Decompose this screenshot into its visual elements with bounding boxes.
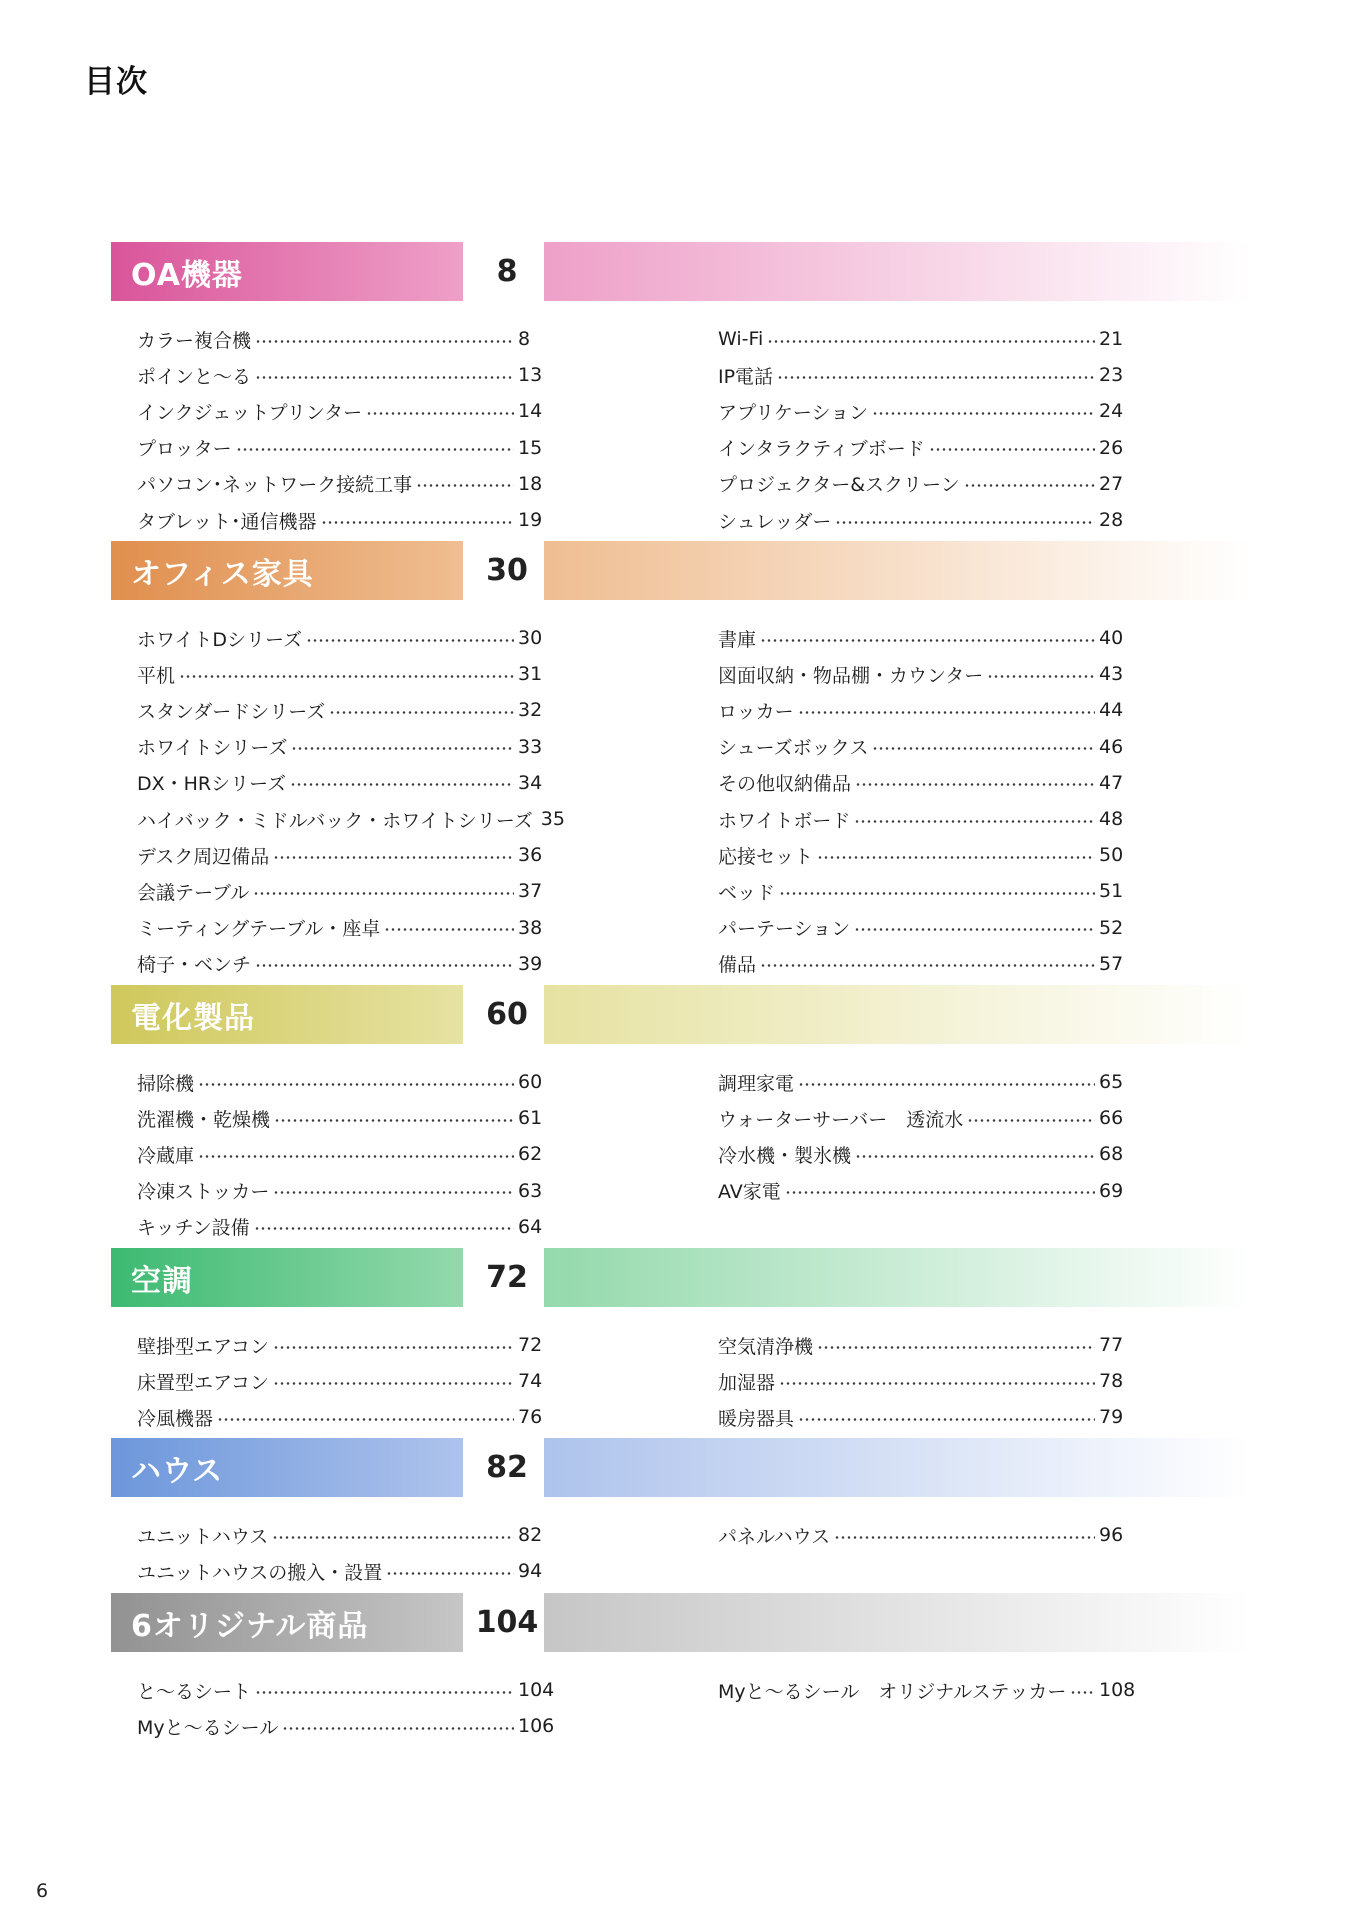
toc-entry[interactable] bbox=[718, 1100, 1133, 1136]
toc-entry-label: 冷凍ストッカー bbox=[137, 1181, 270, 1204]
section-gradient-bar bbox=[544, 541, 1251, 600]
toc-entry-page: 61 bbox=[518, 1107, 543, 1130]
toc-entry[interactable] bbox=[137, 873, 552, 909]
toc-entry-page: 106 bbox=[518, 1715, 555, 1738]
toc-entry-label: ハイバック・ミドルバック・ホワイトシリーズ bbox=[137, 809, 533, 832]
toc-entry[interactable] bbox=[718, 729, 1133, 765]
dot-leader bbox=[198, 1083, 514, 1086]
toc-entry-label: 書庫 bbox=[718, 628, 757, 651]
toc-entry-page: 96 bbox=[1099, 1524, 1124, 1547]
toc-entry[interactable] bbox=[137, 1517, 552, 1553]
toc-entry-page: 21 bbox=[1099, 328, 1124, 351]
toc-entry-label: 調理家電 bbox=[718, 1072, 795, 1095]
toc-entry[interactable] bbox=[718, 801, 1133, 837]
toc-entry-page: 63 bbox=[518, 1179, 543, 1202]
toc-entry-page: 72 bbox=[518, 1334, 543, 1357]
dot-leader bbox=[872, 412, 1095, 415]
toc-entry-page: 31 bbox=[518, 663, 543, 686]
toc-entry[interactable] bbox=[137, 1327, 552, 1363]
toc-entry[interactable] bbox=[137, 1173, 552, 1209]
toc-entry-page: 34 bbox=[518, 771, 543, 794]
toc-column-left bbox=[137, 1672, 555, 1744]
page-number: 6 bbox=[36, 1880, 49, 1902]
toc-entry[interactable] bbox=[137, 1136, 552, 1172]
section-gradient-bar bbox=[544, 1593, 1251, 1652]
section-header bbox=[111, 985, 1251, 1044]
dot-leader bbox=[835, 521, 1095, 524]
toc-entry-page: 33 bbox=[518, 735, 543, 758]
toc-entry-page: 66 bbox=[1099, 1107, 1124, 1130]
dot-leader bbox=[366, 412, 514, 415]
section-title[interactable]: 6オリジナル商品 bbox=[111, 1593, 463, 1652]
toc-entry-page: 78 bbox=[1099, 1370, 1124, 1393]
toc-column-right bbox=[718, 321, 1133, 538]
toc-entry[interactable] bbox=[137, 656, 552, 692]
toc-entry[interactable] bbox=[718, 1672, 1136, 1708]
toc-entry-page: 40 bbox=[1099, 627, 1124, 650]
toc-entry[interactable] bbox=[137, 430, 552, 466]
toc-entry-page: 50 bbox=[1099, 844, 1124, 867]
toc-entry[interactable] bbox=[718, 765, 1133, 801]
toc-entry-label: ホワイトDシリーズ bbox=[137, 628, 303, 651]
toc-entry-label: と〜るシート bbox=[137, 1680, 252, 1703]
toc-entry[interactable] bbox=[718, 692, 1133, 728]
section-page-number: 104 bbox=[475, 1605, 539, 1640]
toc-entry-label: ロッカー bbox=[718, 700, 794, 723]
toc-entry-label: インタラクティブボード bbox=[718, 438, 925, 461]
section-title[interactable]: OA機器 bbox=[111, 242, 463, 301]
toc-entry[interactable] bbox=[137, 502, 552, 538]
dot-leader bbox=[236, 448, 514, 451]
toc-entry[interactable] bbox=[137, 765, 552, 801]
toc-entry[interactable] bbox=[137, 1209, 552, 1245]
toc-entry[interactable] bbox=[137, 1064, 552, 1100]
toc-entry[interactable] bbox=[137, 729, 552, 765]
toc-entry-label: ポインと〜る bbox=[137, 365, 252, 388]
toc-entry-page: 60 bbox=[518, 1071, 543, 1094]
toc-entry-label: Myと〜るシール bbox=[137, 1716, 279, 1739]
toc-entry-page: 68 bbox=[1099, 1143, 1124, 1166]
dot-leader bbox=[282, 1727, 514, 1730]
toc-column-right bbox=[718, 1327, 1133, 1436]
toc-entry-page: 74 bbox=[518, 1370, 543, 1393]
toc-entry[interactable] bbox=[718, 837, 1133, 873]
dot-leader bbox=[273, 1382, 514, 1385]
toc-entry-page: 24 bbox=[1099, 400, 1124, 423]
dot-leader bbox=[760, 639, 1095, 642]
toc-entry-label: プロジェクター&スクリーン bbox=[718, 474, 960, 497]
toc-entry-page: 13 bbox=[518, 364, 543, 387]
toc-entry-label: ユニットハウス bbox=[137, 1525, 269, 1548]
toc-entry-label: IP電話 bbox=[718, 365, 774, 388]
toc-entry-page: 76 bbox=[518, 1406, 543, 1429]
dot-leader bbox=[760, 964, 1095, 967]
toc-entry-label: 会議テーブル bbox=[137, 881, 250, 904]
toc-entry-page: 65 bbox=[1099, 1071, 1124, 1094]
toc-column-left bbox=[137, 1064, 552, 1245]
dot-leader bbox=[179, 675, 514, 678]
toc-section bbox=[111, 1593, 1251, 1739]
section-title[interactable]: ハウス bbox=[111, 1438, 463, 1497]
toc-entry[interactable] bbox=[718, 1399, 1133, 1435]
toc-entry[interactable] bbox=[718, 1136, 1133, 1172]
dot-leader bbox=[817, 856, 1095, 859]
toc-entry-page: 27 bbox=[1099, 472, 1124, 495]
toc-entry-label: 掃除機 bbox=[137, 1072, 195, 1095]
dot-leader bbox=[777, 376, 1095, 379]
toc-entry-label: Wi-Fi bbox=[718, 328, 764, 351]
toc-entry-label: ウォーターサーバー 透流水 bbox=[718, 1108, 964, 1131]
toc-column-left bbox=[137, 1327, 552, 1436]
toc-entry-label: 冷風機器 bbox=[137, 1407, 214, 1430]
dot-leader bbox=[273, 1346, 514, 1349]
toc-entry-label: ユニットハウスの搬入・設置 bbox=[137, 1561, 383, 1584]
toc-entry-page: 62 bbox=[518, 1143, 543, 1166]
toc-column-left bbox=[137, 321, 552, 538]
toc-entry-label: 図面収納・物品棚・カウンター bbox=[718, 664, 984, 687]
toc-entry[interactable] bbox=[718, 430, 1133, 466]
toc-entry-label: 壁掛型エアコン bbox=[137, 1335, 270, 1358]
toc-entry-label: パソコン･ネットワーク接続工事 bbox=[137, 474, 413, 497]
section-gradient-bar bbox=[544, 1248, 1251, 1307]
dot-leader bbox=[329, 711, 514, 714]
section-title[interactable]: 空調 bbox=[111, 1248, 463, 1307]
toc-section bbox=[111, 541, 1251, 977]
toc-entry-page: 79 bbox=[1099, 1406, 1124, 1429]
toc-column-right bbox=[718, 620, 1133, 982]
toc-section bbox=[111, 242, 1251, 533]
toc-entry-label: 備品 bbox=[718, 954, 757, 977]
toc-entry[interactable] bbox=[718, 1327, 1133, 1363]
toc-entry-page: 43 bbox=[1099, 663, 1124, 686]
dot-leader bbox=[291, 747, 514, 750]
toc-entry-page: 82 bbox=[518, 1524, 543, 1547]
toc-entry[interactable] bbox=[718, 873, 1133, 909]
toc-entry-page: 15 bbox=[518, 436, 543, 459]
toc-entry-label: アプリケーション bbox=[718, 401, 869, 424]
dot-leader bbox=[306, 639, 514, 642]
section-header bbox=[111, 1593, 1251, 1652]
dot-leader bbox=[855, 783, 1095, 786]
toc-entry-page: 57 bbox=[1099, 952, 1124, 975]
toc-entry[interactable] bbox=[137, 1363, 552, 1399]
toc-entry[interactable] bbox=[137, 1672, 555, 1708]
toc-section bbox=[111, 985, 1251, 1240]
dot-leader bbox=[272, 1536, 514, 1539]
toc-entry[interactable] bbox=[137, 393, 552, 429]
toc-column-left bbox=[137, 620, 565, 982]
toc-entry[interactable] bbox=[718, 357, 1133, 393]
toc-section bbox=[111, 1438, 1251, 1584]
toc-entry-label: 椅子・ベンチ bbox=[137, 954, 252, 977]
toc-entry-label: 空気清浄機 bbox=[718, 1335, 814, 1358]
toc-entry-label: タブレット･通信機器 bbox=[137, 510, 317, 533]
toc-entry-page: 28 bbox=[1099, 509, 1124, 532]
toc-entry-page: 8 bbox=[518, 328, 531, 351]
toc-entry-page: 51 bbox=[1099, 880, 1124, 903]
toc-entry-label: プロッター bbox=[137, 438, 232, 461]
dot-leader bbox=[254, 1227, 514, 1230]
toc-entry[interactable] bbox=[718, 656, 1133, 692]
toc-entry-page: 64 bbox=[518, 1215, 543, 1238]
toc-entry-page: 77 bbox=[1099, 1334, 1124, 1357]
dot-leader bbox=[384, 928, 514, 931]
dot-leader bbox=[854, 928, 1095, 931]
dot-leader bbox=[767, 340, 1095, 343]
toc-column-right bbox=[718, 1064, 1133, 1209]
dot-leader bbox=[273, 1191, 514, 1194]
toc-column-left bbox=[137, 1517, 552, 1589]
toc-entry-label: Myと〜るシール オリジナルステッカー bbox=[718, 1680, 1067, 1703]
toc-entry-page: 108 bbox=[1099, 1679, 1136, 1702]
dot-leader bbox=[255, 1691, 514, 1694]
section-header bbox=[111, 242, 1251, 301]
dot-leader bbox=[817, 1346, 1095, 1349]
dot-leader bbox=[964, 484, 1095, 487]
toc-entry-page: 37 bbox=[518, 880, 543, 903]
toc-entry[interactable] bbox=[718, 502, 1133, 538]
toc-entry[interactable] bbox=[137, 837, 552, 873]
dot-leader bbox=[1070, 1691, 1095, 1694]
section-title[interactable]: オフィス家具 bbox=[111, 541, 463, 600]
dot-leader bbox=[798, 711, 1095, 714]
toc-entry-label: ホワイトシリーズ bbox=[137, 737, 288, 760]
toc-entry-page: 18 bbox=[518, 472, 543, 495]
toc-entry[interactable] bbox=[137, 357, 552, 393]
toc-entry-page: 104 bbox=[518, 1679, 555, 1702]
toc-entry-label: キッチン設備 bbox=[137, 1217, 250, 1240]
toc-entry-page: 35 bbox=[540, 808, 565, 831]
toc-entry-page: 69 bbox=[1099, 1179, 1124, 1202]
toc-entry-label: 加湿器 bbox=[718, 1371, 776, 1394]
toc-entry-label: カラー複合機 bbox=[137, 329, 252, 352]
toc-entry-page: 52 bbox=[1099, 916, 1124, 939]
toc-entry-label: ミーティングテーブル・座卓 bbox=[137, 918, 381, 941]
toc-entry[interactable] bbox=[137, 1708, 555, 1744]
toc-entry[interactable] bbox=[137, 946, 552, 982]
section-header bbox=[111, 1438, 1251, 1497]
dot-leader bbox=[779, 1382, 1095, 1385]
toc-entry-label: インクジェットプリンター bbox=[137, 401, 363, 424]
toc-entry-page: 47 bbox=[1099, 771, 1124, 794]
toc-entry-page: 39 bbox=[518, 952, 543, 975]
dot-leader bbox=[967, 1119, 1095, 1122]
toc-entry[interactable] bbox=[137, 321, 552, 357]
toc-entry[interactable] bbox=[718, 393, 1133, 429]
toc-entry-label: ホワイトボード bbox=[718, 809, 851, 832]
dot-leader bbox=[854, 820, 1095, 823]
toc-entry-label: シューズボックス bbox=[718, 737, 869, 760]
toc-entry[interactable] bbox=[718, 620, 1133, 656]
dot-leader bbox=[872, 747, 1095, 750]
dot-leader bbox=[290, 783, 514, 786]
toc-entry-page: 30 bbox=[518, 627, 543, 650]
toc-entry-page: 19 bbox=[518, 509, 543, 532]
section-header bbox=[111, 541, 1251, 600]
section-title[interactable]: 電化製品 bbox=[111, 985, 463, 1044]
toc-entry[interactable] bbox=[137, 801, 565, 837]
section-page-number: 30 bbox=[486, 553, 528, 588]
toc-entry-label: シュレッダー bbox=[718, 510, 832, 533]
dot-leader bbox=[855, 1155, 1095, 1158]
dot-leader bbox=[255, 376, 514, 379]
section-gradient-bar bbox=[544, 242, 1251, 301]
toc-entry-page: 36 bbox=[518, 844, 543, 867]
toc-entry-label: 床置型エアコン bbox=[137, 1371, 270, 1394]
section-gradient-bar bbox=[544, 1438, 1251, 1497]
toc-entry-page: 26 bbox=[1099, 436, 1124, 459]
dot-leader bbox=[255, 340, 514, 343]
dot-leader bbox=[253, 892, 514, 895]
toc-entry-page: 94 bbox=[518, 1560, 543, 1583]
dot-leader bbox=[198, 1155, 514, 1158]
toc-entry-label: ベッド bbox=[718, 881, 776, 904]
toc-entry[interactable] bbox=[718, 1173, 1133, 1209]
toc-entry[interactable] bbox=[718, 1064, 1133, 1100]
dot-leader bbox=[798, 1418, 1095, 1421]
toc-entry[interactable] bbox=[718, 1517, 1133, 1553]
page-title: 目次 bbox=[84, 64, 148, 100]
dot-leader bbox=[987, 675, 1095, 678]
toc-entry-label: DX・HRシリーズ bbox=[137, 773, 287, 796]
toc-entry-page: 14 bbox=[518, 400, 543, 423]
dot-leader bbox=[386, 1572, 514, 1575]
toc-entry-label: 平机 bbox=[137, 664, 176, 687]
toc-entry[interactable] bbox=[137, 692, 552, 728]
toc-entry-page: 44 bbox=[1099, 699, 1124, 722]
toc-entry[interactable] bbox=[718, 321, 1133, 357]
toc-entry[interactable] bbox=[137, 1100, 552, 1136]
toc-entry[interactable] bbox=[718, 1363, 1133, 1399]
toc-entry-label: 洗濯機・乾燥機 bbox=[137, 1108, 271, 1131]
toc-entry-page: 38 bbox=[518, 916, 543, 939]
toc-entry[interactable] bbox=[137, 466, 552, 502]
toc-entry[interactable] bbox=[137, 1399, 552, 1435]
section-gradient-bar bbox=[544, 985, 1251, 1044]
toc-entry-label: パーテーション bbox=[718, 918, 851, 941]
toc-entry-label: パネルハウス bbox=[718, 1525, 831, 1548]
toc-entry-page: 46 bbox=[1099, 735, 1124, 758]
dot-leader bbox=[785, 1191, 1095, 1194]
toc-entry[interactable] bbox=[137, 1553, 552, 1589]
dot-leader bbox=[798, 1083, 1095, 1086]
dot-leader bbox=[416, 484, 514, 487]
toc-entry[interactable] bbox=[137, 620, 552, 656]
section-page-number: 8 bbox=[496, 254, 518, 289]
section-page-number: 72 bbox=[486, 1260, 528, 1295]
dot-leader bbox=[274, 1119, 514, 1122]
dot-leader bbox=[273, 856, 514, 859]
toc-entry-page: 48 bbox=[1099, 808, 1124, 831]
toc-entry-label: その他収納備品 bbox=[718, 773, 852, 796]
toc-entry-page: 32 bbox=[518, 699, 543, 722]
dot-leader bbox=[217, 1418, 514, 1421]
toc-column-right bbox=[718, 1517, 1133, 1553]
dot-leader bbox=[929, 448, 1095, 451]
toc-column-right bbox=[718, 1672, 1136, 1708]
toc-entry[interactable] bbox=[718, 466, 1133, 502]
toc-entry[interactable] bbox=[718, 946, 1133, 982]
toc-section bbox=[111, 1248, 1251, 1430]
toc-entry-label: AV家電 bbox=[718, 1181, 781, 1204]
dot-leader bbox=[255, 964, 514, 967]
dot-leader bbox=[779, 892, 1095, 895]
toc-entry-label: デスク周辺備品 bbox=[137, 845, 270, 868]
toc-entry[interactable] bbox=[718, 910, 1133, 946]
toc-entry-label: 暖房器具 bbox=[718, 1407, 795, 1430]
section-page-number: 82 bbox=[486, 1450, 528, 1485]
dot-leader bbox=[834, 1536, 1095, 1539]
toc-entry-label: 応接セット bbox=[718, 845, 814, 868]
dot-leader bbox=[321, 521, 514, 524]
section-header bbox=[111, 1248, 1251, 1307]
toc-entry-label: スタンダードシリーズ bbox=[137, 700, 326, 723]
toc-entry-label: 冷水機・製氷機 bbox=[718, 1144, 852, 1167]
toc-entry-label: 冷蔵庫 bbox=[137, 1144, 195, 1167]
toc-entry-page: 23 bbox=[1099, 364, 1124, 387]
toc-entry[interactable] bbox=[137, 910, 552, 946]
section-page-number: 60 bbox=[486, 997, 528, 1032]
